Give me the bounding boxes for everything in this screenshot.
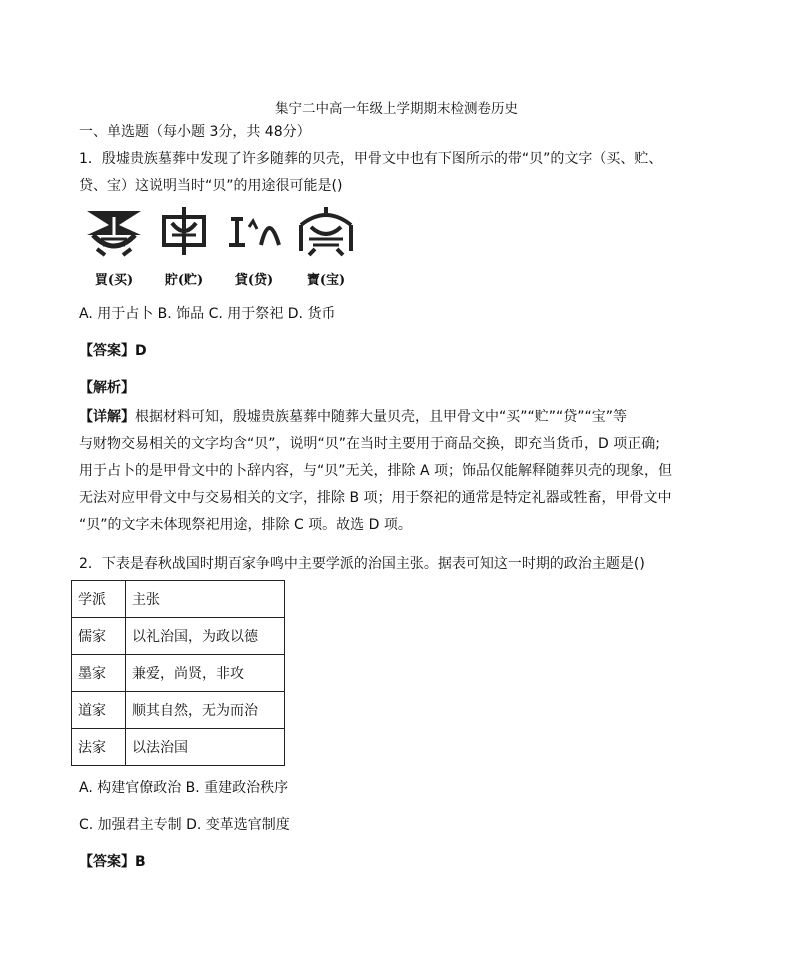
header-cell: 主张: [126, 581, 285, 618]
detail-text: 根据材料可知，殷墟贵族墓葬中随葬大量贝壳，且甲骨文中“买”“贮”“贷”“宝”等: [135, 409, 628, 425]
document-title: 集宁二中高一年级上学期期末检测卷历史: [275, 101, 518, 117]
doctrine-cell: 兼爱，尚贤，非攻: [126, 655, 285, 692]
doctrine-cell: 以礼治国，为政以德: [126, 618, 285, 655]
glyph-caption: 買(买): [94, 273, 134, 288]
oracle-glyph-dai-icon: [223, 205, 285, 257]
answer-value: D: [135, 343, 147, 359]
glyph-item-bao: [291, 205, 361, 288]
section-heading: 一、单选题（每小题 3分，共 48分）: [79, 124, 311, 140]
q1-detail-line2: 与财物交易相关的文字均含“贝”，说明“贝”在当时主要用于商品交换，即充当货币，D 项正确;: [79, 436, 660, 452]
doctrine-cell: 顺其自然，无为而治: [126, 692, 285, 729]
glyph-item-dai: [219, 205, 289, 288]
q2-options-line2: C. 加强君主专制 D. 变革选官制度: [79, 817, 290, 833]
q1-options: A. 用于占卜 B. 饰品 C. 用于祭祀 D. 货币: [79, 306, 336, 322]
q1-detail-line5: “贝”的文字未体现祭祀用途，排除 C 项。故选 D 项。: [79, 517, 412, 533]
glyph-caption: 貸(贷): [234, 273, 274, 288]
school-cell: 墨家: [72, 655, 126, 692]
schools-table: [71, 580, 285, 766]
answer-label: 【答案】: [79, 343, 135, 359]
table-row: [72, 692, 285, 729]
glyph-caption: 寶(宝): [306, 273, 346, 288]
school-cell: 道家: [72, 692, 126, 729]
oracle-glyph-zhu-icon: [156, 205, 212, 257]
glyph-item-mai: [79, 205, 149, 288]
glyph-caption: 貯(贮): [164, 273, 204, 288]
table-row: [72, 729, 285, 766]
oracle-glyph-mai-icon: [83, 205, 145, 257]
q2-stem: 2．下表是春秋战国时期百家争鸣中主要学派的治国主张。据表可知这一时期的政治主题是(): [79, 556, 645, 572]
glyph-item-zhu: [149, 205, 219, 288]
q1-detail-line3: 用于占卜的是甲骨文中的卜辞内容，与“贝”无关，排除 A 项；饰品仅能解释随葬贝壳的现象，但: [79, 463, 672, 479]
oracle-bone-figure: [79, 205, 379, 295]
q1-stem-line1: 1．殷墟贵族墓葬中发现了许多随葬的贝壳，甲骨文中也有下图所示的带“贝”的文字（买、贮、: [79, 151, 663, 167]
doctrine-cell: 以法治国: [126, 729, 285, 766]
answer-label: 【答案】: [79, 854, 135, 870]
answer-value: B: [135, 854, 146, 870]
header-cell: 学派: [72, 581, 126, 618]
school-cell: 儒家: [72, 618, 126, 655]
q1-detail-line1: [79, 408, 627, 426]
oracle-glyph-bao-icon: [295, 205, 357, 257]
school-cell: 法家: [72, 729, 126, 766]
q1-stem-line2: 贷、宝）这说明当时“贝”的用途很可能是(): [79, 178, 343, 194]
q2-answer: [79, 853, 146, 871]
q1-answer: [79, 342, 147, 360]
table-header-row: [72, 581, 285, 618]
table-row: [72, 618, 285, 655]
q2-options-line1: A. 构建官僚政治 B. 重建政治秩序: [79, 780, 289, 796]
table-row: [72, 655, 285, 692]
q1-detail-line4: 无法对应甲骨文中与交易相关的文字，排除 B 项；用于祭祀的通常是特定礼器或牲畜，甲骨文中: [79, 490, 672, 506]
detail-label: 【详解】: [79, 409, 135, 425]
q1-analysis-label: 【解析】: [79, 380, 135, 396]
